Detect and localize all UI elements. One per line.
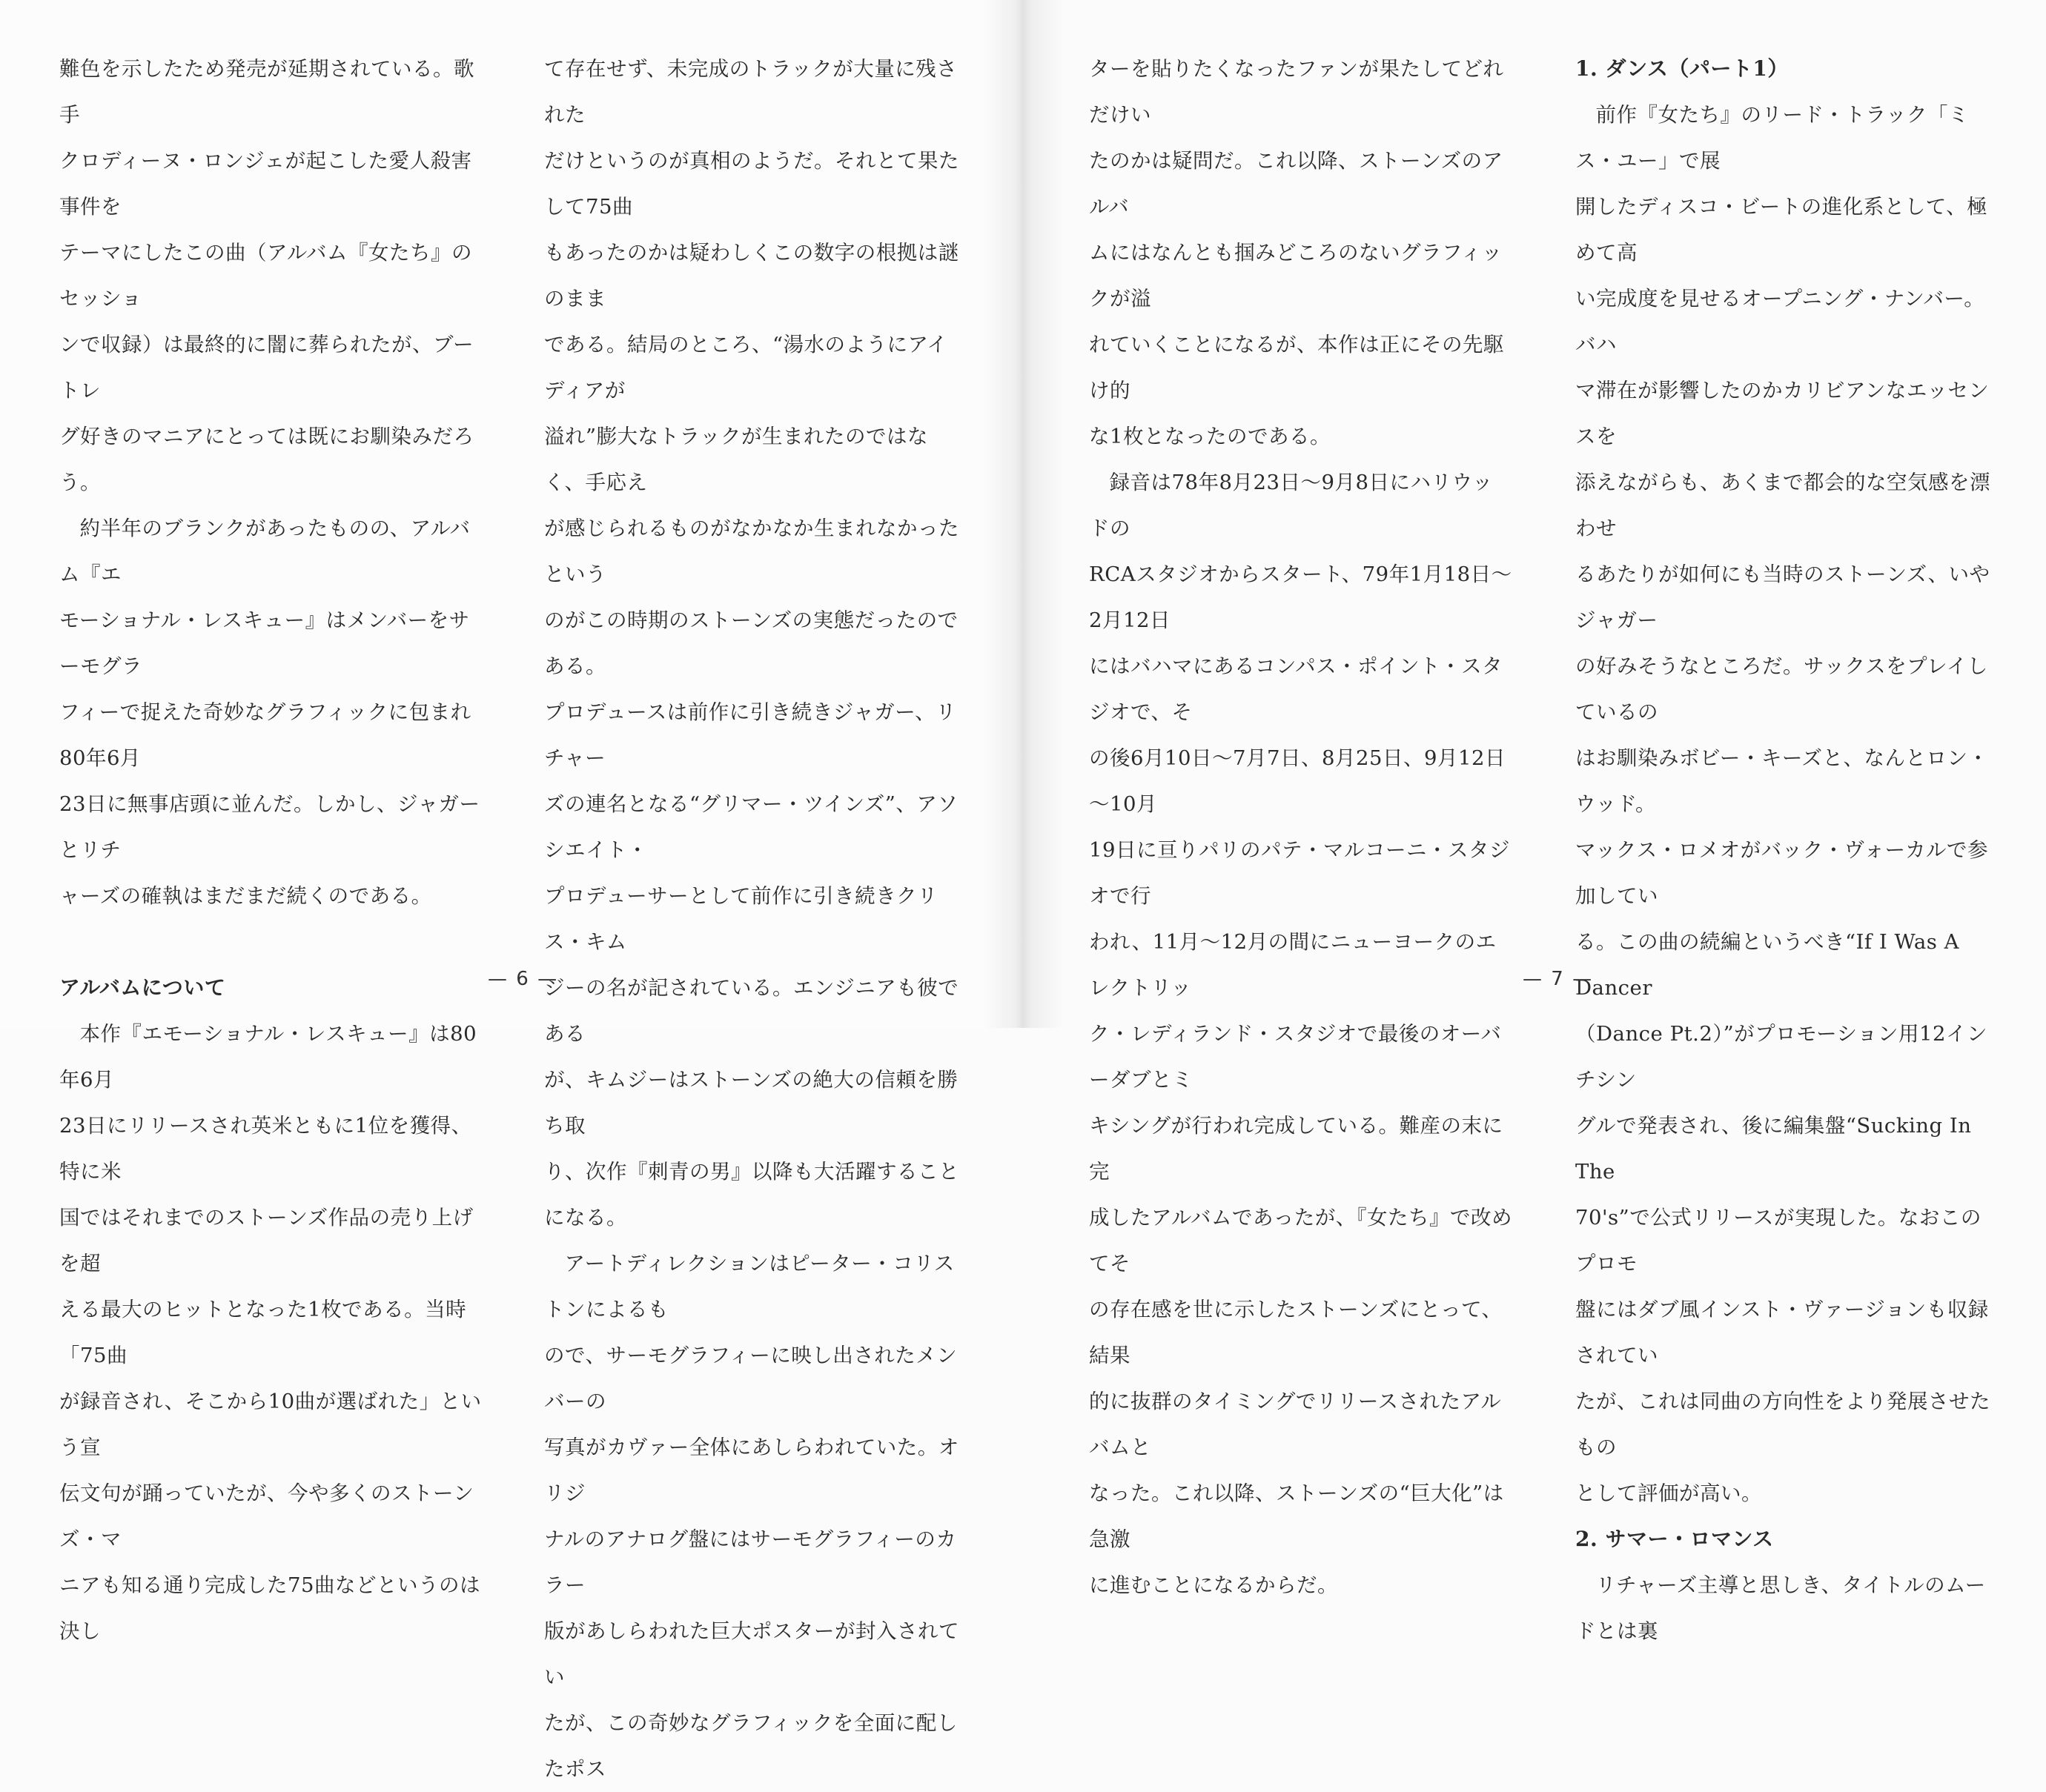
spacer	[59, 919, 483, 965]
right-page-column-1	[1089, 46, 1513, 1608]
page-number: — 6 —	[488, 968, 559, 990]
paragraph: 本作『エモーショナル・レスキュー』は80年6月 23日にリリースされ英米ともに1位を獲得、特に米 国ではそれまでのストーンズ作品の売り上げを超 える最大のヒットとなった1枚である。当時「75曲 が録音され、そこから10曲が選ばれた」という宣 伝文句が踊っていたが、今や多くのストーンズ・マ ニアも知る通り完成した75曲などというのは決し	[59, 1022, 482, 1643]
right-page	[1022, 0, 2046, 1643]
track-heading: 1. ダンス（パート1）	[1575, 56, 1789, 81]
section-heading: アルバムについて	[59, 975, 226, 1000]
paragraph: リチャーズ主導と思しき、タイトルのムードとは裏	[1575, 1573, 1986, 1643]
page-number: — 7 —	[1523, 968, 1594, 990]
paragraph: 難色を示したため発売が延期されている。歌手 クロディーヌ・ロンジェが起こした愛人殺害事件を テーマにしたこの曲（アルバム『女たち』のセッショ ンで収録）は最終的に闇に葬られたが、ブートレ グ好きのマニアにとっては既にお馴染みだろう。	[59, 57, 474, 494]
paragraph: 録音は78年8月23日～9月8日にハリウッドの RCAスタジオからスタート、79年1月18日～2月12日 にはバハマにあるコンパス・ポイント・スタジオで、そ の後6月10日～7月7日、8月25日、9月12日～10月 19日に亘りパリのパテ・マルコーニ・スタジオで行 われ、11月～12月の間にニューヨークのエレクトリッ ク・レディランド・スタジオで最後のオーバーダブとミ キシングが行われ完成している。難産の末に完 成したアルバムであったが、『女たち』で改めてそ の存在感を世に示したストーンズにとって、結果 的に抜群のタイミングでリリースされたアルバムと なった。これ以降、ストーンズの“巨大化”は急激 に進むことになるからだ。	[1089, 471, 1512, 1597]
left-page-column-2	[544, 46, 968, 1792]
paragraph: ターを貼りたくなったファンが果たしてどれだけい たのかは疑問だ。これ以降、ストーンズのアルバ ムにはなんとも掴みどころのないグラフィックが溢 れていくことになるが、本作は正にその先駆け的 な1枚となったのである。	[1089, 57, 1504, 448]
paragraph: アートディレクションはピーター・コリストンによるも ので、サーモグラフィーに映し出されたメンバーの 写真がカヴァー全体にあしらわれていた。オリジ ナルのアナログ盤にはサーモグラフィーのカラー 版があしらわれた巨大ポスターが封入されてい たが、この奇妙なグラフィックを全面に配したポス	[544, 1252, 959, 1781]
paragraph: て存在せず、未完成のトラックが大量に残された だけというのが真相のようだ。それとて果たして75曲 もあったのかは疑わしくこの数字の根拠は謎のまま である。結局のところ、“湯水のようにアイディアが 溢れ”膨大なトラックが生まれたのではなく、手応え が感じられるものがなかなか生まれなかったという のがこの時期のストーンズの実態だったのである。 プロデュースは前作に引き続きジャガー、リチャー ズの連名となる“グリマー・ツインズ”、アソシエイト・ プロデューサーとして前作に引き続きクリス・キム ジーの名が記されている。エンジニアも彼である が、キムジーはストーンズの絶大の信頼を勝ち取 り、次作『刺青の男』以降も大活躍することになる。	[544, 57, 959, 1229]
left-page	[0, 0, 1022, 1781]
track-heading: 2. サマー・ロマンス	[1575, 1527, 1774, 1551]
paragraph: 前作『女たち』のリード・トラック「ミス・ユー」で展 開したディスコ・ビートの進化系として、極めて高 い完成度を見せるオープニング・ナンバー。バハ マ滞在が影響したのかカリビアンなエッセンスを 添えながらも、あくまで都会的な空気感を漂わせ るあたりが如何にも当時のストーンズ、いやジャガー の好みそうなところだ。サックスをプレイしているの はお馴染みボビー・キーズと、なんとロン・ウッド。 マックス・ロメオがバック・ヴォーカルで参加してい る。この曲の続編というべき“If I Was A Dancer （Dance Pt.2）”がプロモーション用12インチシン グルで発表され、後に編集盤“Sucking In The 70's”で公式リリースが実現した。なおこのプロモ 盤にはダブ風インスト・ヴァージョンも収録されてい たが、これは同曲の方向性をより発展させたもの として評価が高い。	[1575, 103, 1990, 1505]
paragraph: 約半年のブランクがあったものの、アルバム『エ モーショナル・レスキュー』はメンバーをサーモグラ フィーで捉えた奇妙なグラフィックに包まれ80年6月 23日に無事店頭に並んだ。しかし、ジャガーとリチ ャーズの確執はまだまだ続くのである。	[59, 517, 480, 908]
left-page-column-1	[59, 46, 483, 1654]
right-page-column-2	[1575, 46, 1999, 1654]
